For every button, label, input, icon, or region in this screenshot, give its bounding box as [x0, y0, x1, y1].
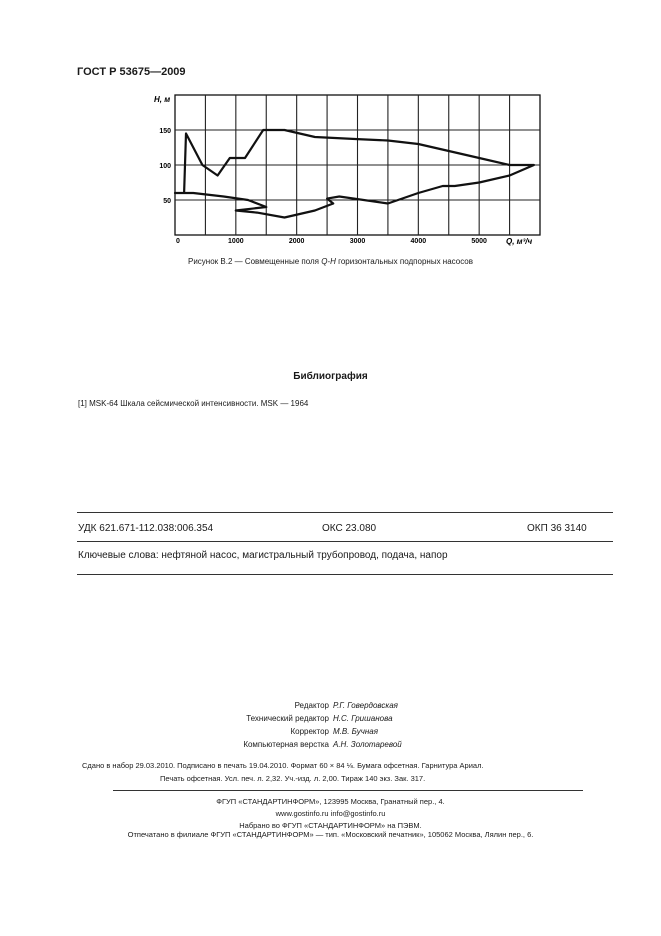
x-axis-label: Q, м³/ч: [506, 237, 533, 246]
corrector-name: М.В. Бучная: [333, 727, 378, 736]
x-tick-label: 4000: [410, 238, 427, 245]
y-axis-label: H, м: [154, 95, 171, 104]
divider: [113, 790, 583, 791]
divider: [77, 574, 613, 575]
qh-chart: [150, 85, 550, 250]
imprint-line-4: www.gostinfo.ru info@gostinfo.ru: [275, 809, 386, 818]
imprint-line-1: Сдано в набор 29.03.2010. Подписано в печать 19.04.2010. Формат 60 × 84 ⅛. Бумага офсетная. Гарнитура Ариал.: [82, 761, 484, 770]
bibliography-item: [1] MSK-64 Шкала сейсмической интенсивности. MSK — 1964: [78, 399, 309, 408]
y-tick-label: 100: [159, 163, 171, 170]
document-header: ГОСТ Р 53675—2009: [77, 66, 186, 78]
oks-code: ОКС 23.080: [322, 523, 377, 534]
imprint-line-5: Набрано во ФГУП «СТАНДАРТИНФОРМ» на ПЭВМ.: [239, 821, 422, 830]
qh-field-outline: [175, 130, 534, 218]
y-tick-label: 50: [163, 198, 171, 205]
divider: [77, 512, 613, 513]
chart-grid: [175, 95, 540, 235]
divider: [77, 541, 613, 542]
x-tick-label: 1000: [228, 238, 244, 245]
imprint-line-3: ФГУП «СТАНДАРТИНФОРМ», 123995 Москва, Гранатный пер., 4.: [216, 797, 445, 806]
imprint-line-6: Отпечатано в филиале ФГУП «СТАНДАРТИНФОРМ» — тип. «Московский печатник», 105062 Москва, Лялин пер., 6.: [127, 830, 534, 839]
tech-editor-name: Н.С. Гришанова: [333, 714, 393, 723]
layout-name: А.Н. Золотаревой: [333, 740, 402, 749]
keywords: Ключевые слова: нефтяной насос, магистральный трубопровод, подача, напор: [78, 550, 448, 561]
layout-label: Компьютерная верстка: [243, 740, 329, 749]
corrector-label: Корректор: [290, 727, 329, 736]
imprint-line-2: Печать офсетная. Усл. печ. л. 2,32. Уч.-изд. л. 2,00. Тираж 140 экз. Зак. 317.: [160, 774, 426, 783]
figure-caption: Рисунок В.2 — Совмещенные поля Q-H горизонтальных подпорных насосов: [187, 257, 473, 266]
bibliography-title: Библиография: [293, 371, 368, 382]
x-tick-label: 3000: [349, 238, 366, 245]
y-tick-label: 150: [159, 128, 171, 135]
x-tick-label: 0: [176, 238, 180, 245]
udk-code: УДК 621.671-112.038:006.354: [78, 523, 214, 534]
okp-code: ОКП 36 3140: [527, 523, 587, 534]
editor-label: Редактор: [294, 701, 329, 710]
x-tick-label: 2000: [288, 238, 305, 245]
tech-editor-label: Технический редактор: [246, 714, 329, 723]
editor-name: Р.Г. Говердовская: [333, 701, 398, 710]
x-tick-label: 5000: [471, 238, 487, 245]
